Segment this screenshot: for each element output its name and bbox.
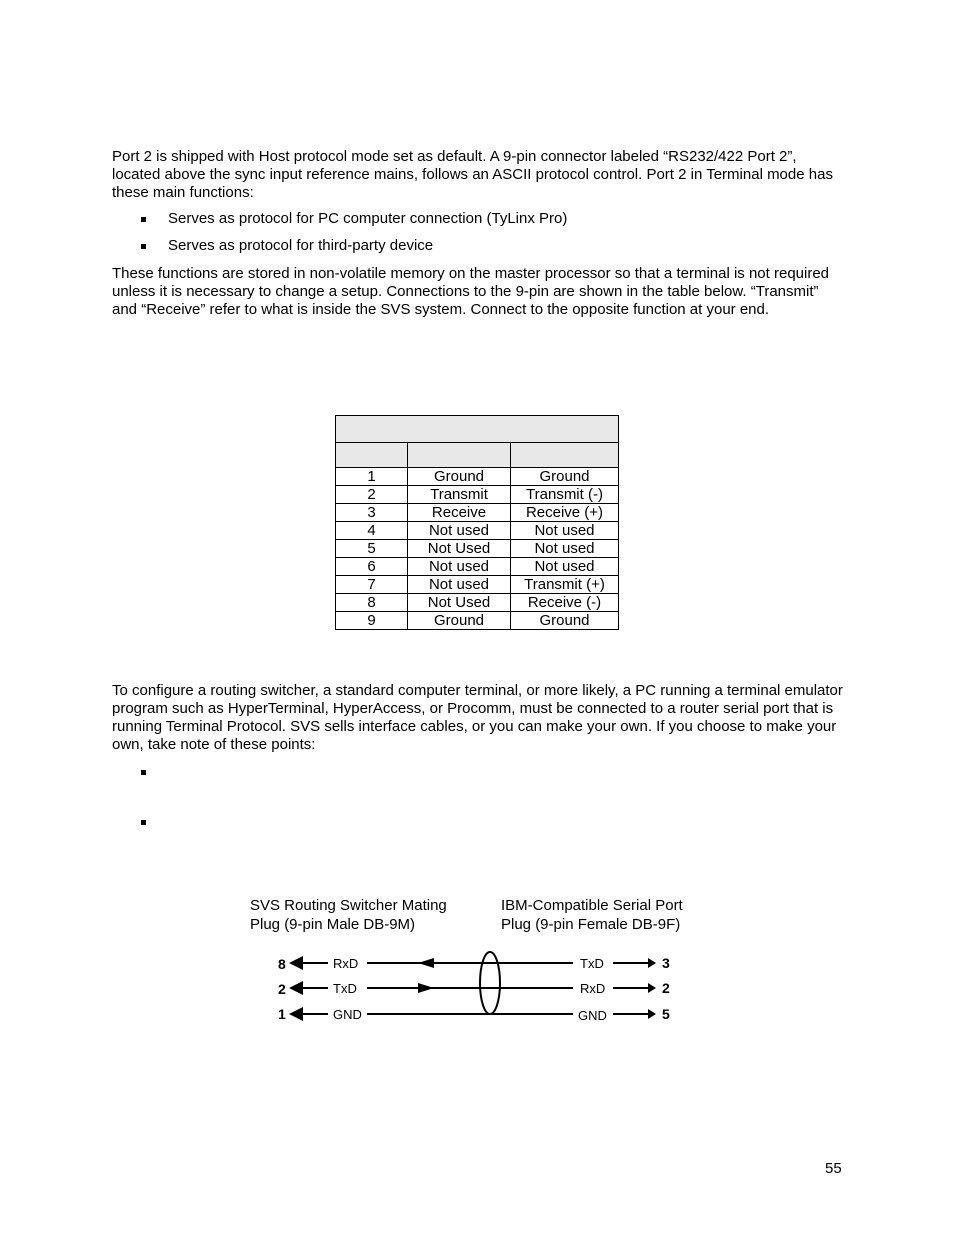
table-row (336, 576, 619, 594)
right-signal-label: GND (578, 1008, 607, 1023)
table-cell: Not used (511, 558, 619, 576)
table-row (336, 558, 619, 576)
right-plug-title-line-1: IBM-Compatible Serial Port (501, 897, 683, 914)
table-title-cell (336, 416, 619, 443)
table-title-row (336, 416, 619, 443)
table-cell: 1 (336, 468, 408, 486)
left-pin-number: 2 (278, 981, 286, 997)
table-cell: 2 (336, 486, 408, 504)
signal-direction-arrow (418, 983, 434, 993)
config-paragraph: To configure a routing switcher, a standard computer terminal, or more likely, a PC running a terminal emulator program such as HyperTerminal, HyperAccess, or Procomm, must be connected to a router serial port that is running Terminal Protocol. SVS sells interface cables, or you can make your own. If you choose to make your own, take note of these points: (112, 682, 843, 753)
table-cell: 7 (336, 576, 408, 594)
right-pin-tip (648, 1009, 656, 1019)
table-cell: Not used (511, 540, 619, 558)
right-signal-label: TxD (580, 956, 604, 971)
list-item-text: Serves as protocol for third-party device (168, 237, 434, 254)
table-cell: Receive (+) (511, 504, 619, 522)
table-row (336, 612, 619, 630)
left-signal-label: RxD (333, 956, 359, 971)
table-cell: Not used (408, 576, 511, 594)
list-item-text: Serves as protocol for PC computer connection (TyLinx Pro) (168, 210, 568, 227)
signal-direction-arrow (418, 958, 434, 968)
table-cell: Ground (511, 612, 619, 630)
bullet-icon (141, 820, 146, 825)
table-cell: Not used (408, 558, 511, 576)
table-cell: Transmit (+) (511, 576, 619, 594)
right-plug-title-line-2: Plug (9-pin Female DB-9F) (501, 916, 681, 933)
table-row (336, 504, 619, 522)
table-cell: Receive (408, 504, 511, 522)
table-header-cell (336, 443, 408, 468)
functions-paragraph: These functions are stored in non-volatile memory on the master processor so that a terminal is not required unless it is necessary to change a setup. Connections to the 9-pin are shown in the table below. “Transmit” and “Receive” refer to what is inside the SVS system. Connect to the opposite function at your end. (112, 265, 830, 318)
table-cell: 8 (336, 594, 408, 612)
table-row (336, 522, 619, 540)
table-cell: 5 (336, 540, 408, 558)
right-pin-number: 3 (662, 955, 670, 971)
right-pin-number: 2 (662, 980, 670, 996)
intro-paragraph: Port 2 is shipped with Host protocol mode set as default. A 9-pin connector labeled “RS232/422 Port 2”, located above the sync input reference mains, follows an ASCII protocol control. Port 2 in Terminal mode has these main functions: (112, 148, 833, 201)
table-row (336, 594, 619, 612)
left-pin-number: 8 (278, 956, 286, 972)
table-cell: Ground (511, 468, 619, 486)
pin-table-body (336, 468, 619, 630)
page-number: 55 (825, 1160, 842, 1177)
table-header-cell (408, 443, 511, 468)
table-cell: 6 (336, 558, 408, 576)
table-cell: Not used (408, 522, 511, 540)
right-pin-tip (648, 983, 656, 993)
table-cell: Transmit (408, 486, 511, 504)
left-signal-label: TxD (333, 981, 357, 996)
table-cell: Ground (408, 612, 511, 630)
table-cell: Not Used (408, 540, 511, 558)
bullet-icon (141, 770, 146, 775)
left-plug-title-line-2: Plug (9-pin Male DB-9M) (250, 916, 416, 933)
table-header-cell (511, 443, 619, 468)
right-signal-label: RxD (580, 981, 606, 996)
table-row (336, 468, 619, 486)
table-header-row (336, 443, 619, 468)
cable-bundle-ellipse (480, 952, 500, 1014)
table-cell: 3 (336, 504, 408, 522)
table-row (336, 540, 619, 558)
right-pin-tip (648, 958, 656, 968)
cable-wiring-diagram (240, 890, 720, 1035)
table-cell: Not used (511, 522, 619, 540)
left-pin-number: 1 (278, 1006, 286, 1022)
table-cell: Not Used (408, 594, 511, 612)
table-cell: Receive (-) (511, 594, 619, 612)
table-cell: 4 (336, 522, 408, 540)
left-signal-label: GND (333, 1007, 362, 1022)
bullet-icon (141, 244, 146, 249)
table-cell: 9 (336, 612, 408, 630)
left-plug-title-line-1: SVS Routing Switcher Mating (250, 897, 447, 914)
bullet-icon (141, 217, 146, 222)
table-cell: Transmit (-) (511, 486, 619, 504)
right-pin-number: 5 (662, 1006, 670, 1022)
table-cell: Ground (408, 468, 511, 486)
pin-table (335, 415, 619, 630)
table-row (336, 486, 619, 504)
